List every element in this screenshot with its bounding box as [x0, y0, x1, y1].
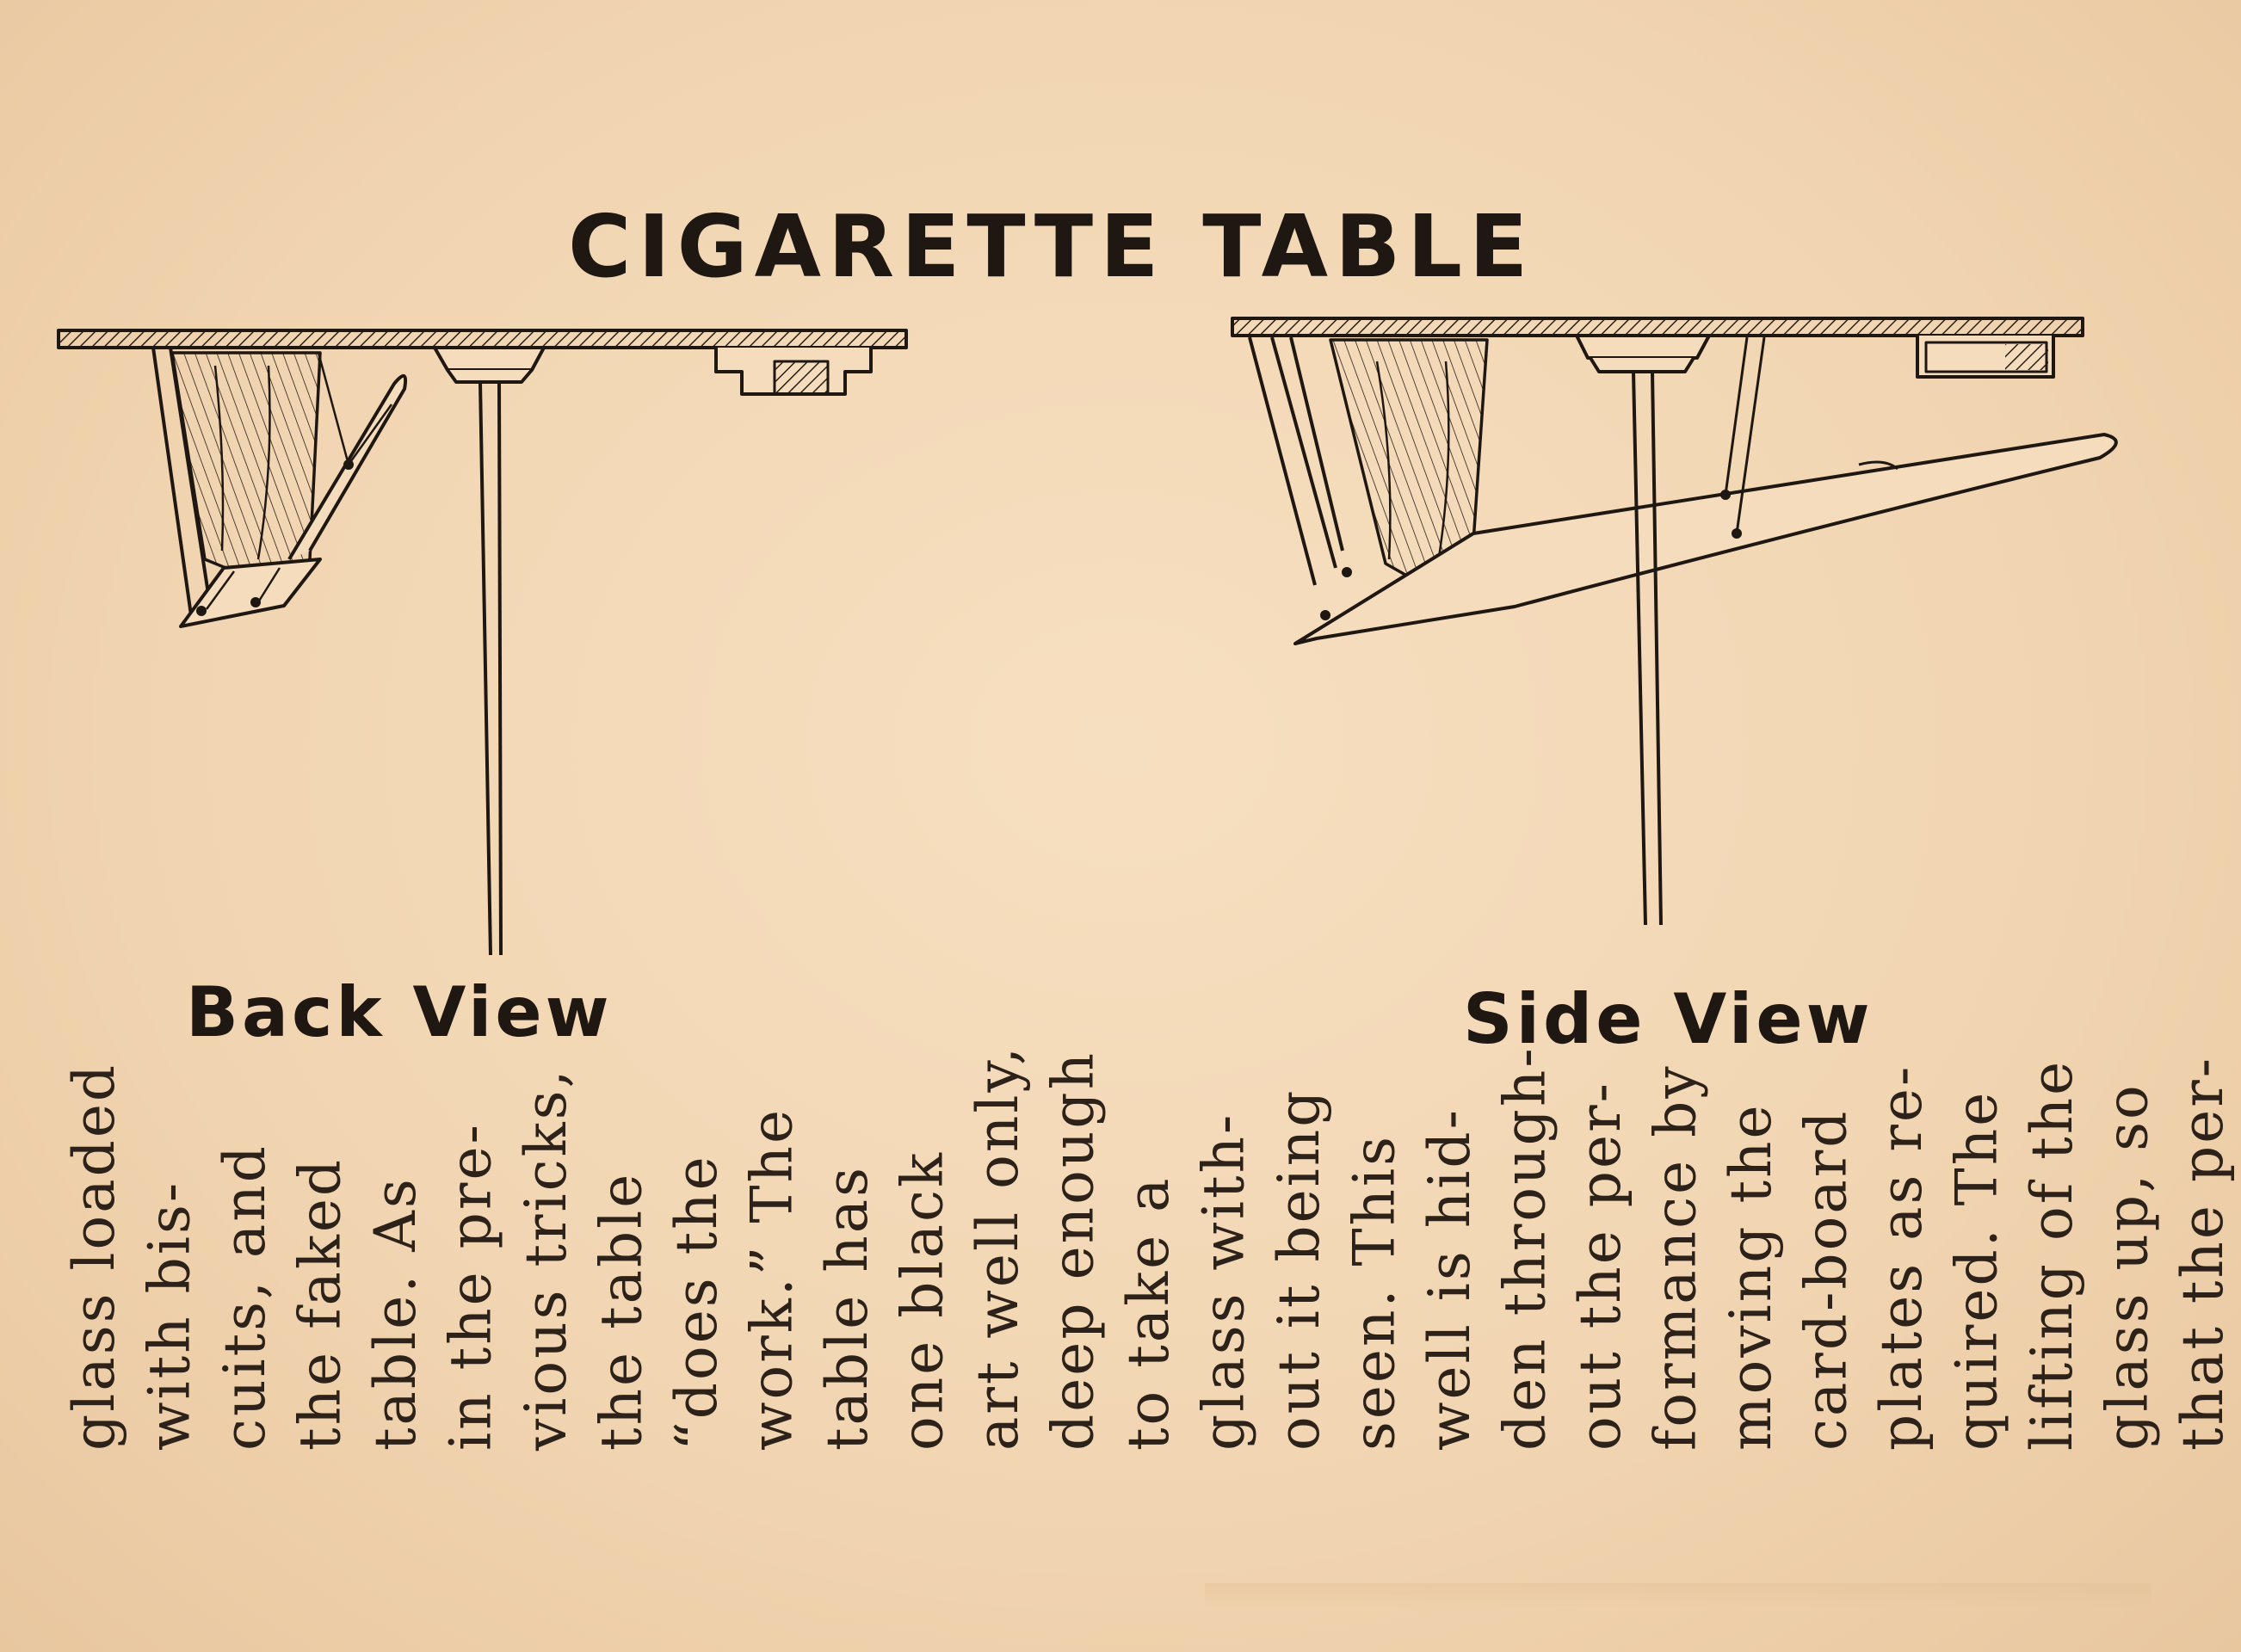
body-text-line: cuits, and: [212, 1143, 278, 1451]
body-text-line: glass with-: [1190, 1112, 1257, 1451]
body-text-column: [57, 1045, 2236, 1451]
body-text-line: vious tricks,: [513, 1067, 579, 1451]
body-text-line: lifting of the: [2019, 1058, 2085, 1451]
body-text-line: quired. The: [1943, 1089, 2010, 1451]
body-text-line: plates as re-: [1868, 1063, 1935, 1451]
body-text-line: seen. This: [1341, 1134, 1408, 1451]
body-text-line: the table: [588, 1171, 655, 1451]
body-text-line: moving the: [1718, 1102, 1784, 1451]
body-text-line: card-board: [1793, 1108, 1860, 1451]
body-text-line: den through-: [1491, 1045, 1559, 1451]
body-text-line: the faked: [287, 1156, 354, 1451]
body-text-line: one black: [889, 1150, 956, 1451]
body-text-line: table has: [814, 1165, 880, 1451]
body-text-line: table. As: [362, 1176, 429, 1451]
side-view-label: Side View: [1463, 979, 1874, 1059]
back-view-label: Back View: [186, 972, 613, 1052]
body-text-line: in the pre-: [437, 1122, 504, 1451]
body-text-line: out the per-: [1567, 1081, 1633, 1451]
body-text-line: art well only,: [965, 1045, 1031, 1451]
body-text-line: work.” The: [738, 1106, 806, 1451]
body-text-line: glass loaded: [61, 1062, 127, 1451]
body-text-line: well is hid-: [1417, 1107, 1483, 1451]
back-view-drawing: [59, 330, 906, 955]
illustration-title: CIGARETTE TABLE: [568, 196, 1535, 297]
side-view-drawing: [1232, 318, 2116, 925]
page-fold-shadow: [1205, 1583, 2151, 1609]
body-text-line: formance by: [1642, 1063, 1709, 1451]
body-text-line: glass up, so: [2094, 1082, 2161, 1451]
body-text-line: with bis-: [136, 1180, 203, 1451]
body-text-line: that the per-: [2170, 1055, 2236, 1451]
body-text-line: to take a: [1115, 1175, 1182, 1451]
body-text-line: out it being: [1266, 1088, 1332, 1451]
body-text-line: “does the: [664, 1154, 730, 1451]
body-text-line: deep enough: [1040, 1050, 1107, 1451]
